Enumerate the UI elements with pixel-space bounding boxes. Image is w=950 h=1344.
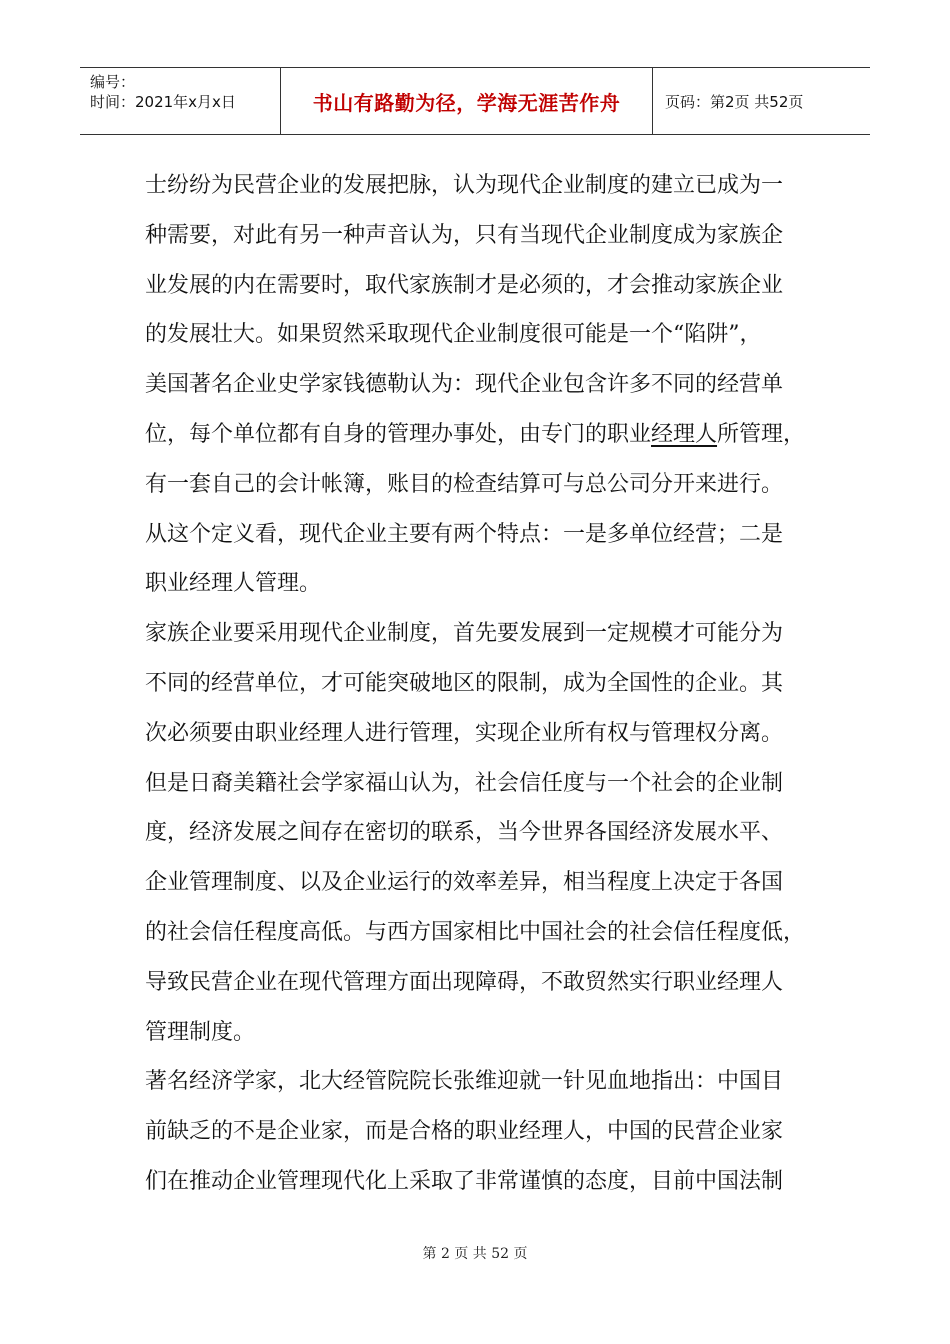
body-line: 但是日裔美籍社会学家福山认为，社会信任度与一个社会的企业制 <box>145 770 784 796</box>
body-line: 导致民营企业在现代管理方面出现障碍，不敢贸然实行职业经理人 <box>145 969 784 995</box>
body-line: 业发展的内在需要时，取代家族制才是必须的，才会推动家族企业 <box>145 272 784 298</box>
body-line: 前缺乏的不是企业家，而是合格的职业经理人，中国的民营企业家 <box>145 1119 784 1145</box>
body-line: 美国著名企业史学家钱德勒认为：现代企业包含许多不同的经营单 <box>145 372 784 398</box>
header-motto-cell <box>281 68 653 134</box>
body-line: 种需要，对此有另一种声音认为，只有当现代企业制度成为家族企 <box>145 222 784 248</box>
body-line: 管理制度。 <box>145 1019 256 1045</box>
body-line: 企业管理制度、以及企业运行的效率差异，相当程度上决定于各国 <box>145 870 784 896</box>
body-line: 士纷纷为民营企业的发展把脉，认为现代企业制度的建立已成为一 <box>145 173 784 198</box>
body-line: 有一套自己的会计帐簿，账目的检查结算可与总公司分开来进行。 <box>145 471 784 497</box>
body-line: 们在推动企业管理现代化上采取了非常谨慎的态度，目前中国法制 <box>145 1168 784 1194</box>
hyperlink-manager[interactable]: 经理人 <box>651 421 718 447</box>
header-page-code: 页码：第2页 共52页 <box>665 92 804 111</box>
document-time-label: 时间：2021年x月x日 <box>90 93 236 111</box>
document-body <box>145 161 805 1207</box>
page-footer <box>0 1243 950 1263</box>
body-line: 家族企业要采用现代企业制度，首先要发展到一定规模才可能分为 <box>145 621 784 647</box>
body-line: 著名经济学家，北大经管院院长张维迎就一针见血地指出：中国目 <box>145 1069 784 1095</box>
body-line: 的发展壮大。如果贸然采取现代企业制度很可能是一个“陷阱”， <box>145 322 762 348</box>
document-number-label: 编号： <box>90 73 136 91</box>
body-line: 不同的经营单位，才可能突破地区的限制，成为全国性的企业。其 <box>145 670 784 696</box>
page-header <box>80 67 870 135</box>
footer-page-number: 第 2 页 共 52 页 <box>422 1246 528 1262</box>
header-meta-cell <box>80 68 281 134</box>
body-line-with-link <box>145 410 805 460</box>
body-line: 度，经济发展之间存在密切的联系，当今世界各国经济发展水平、 <box>145 820 784 846</box>
body-text-before-link: 位，每个单位都有自身的管理办事处，由专门的职业 <box>145 421 652 447</box>
header-motto: 书山有路勤为径，学海无涯苦作舟 <box>312 90 621 115</box>
header-page-cell <box>653 68 870 134</box>
body-line: 次必须要由职业经理人进行管理，实现企业所有权与管理权分离。 <box>145 720 784 746</box>
body-line: 从这个定义看，现代企业主要有两个特点：一是多单位经营；二是 <box>145 521 784 547</box>
body-line: 的社会信任程度高低。与西方国家相比中国社会的社会信任程度低， <box>145 919 805 945</box>
body-line: 职业经理人管理。 <box>145 571 322 597</box>
body-text-after-link: 所管理， <box>717 421 805 447</box>
